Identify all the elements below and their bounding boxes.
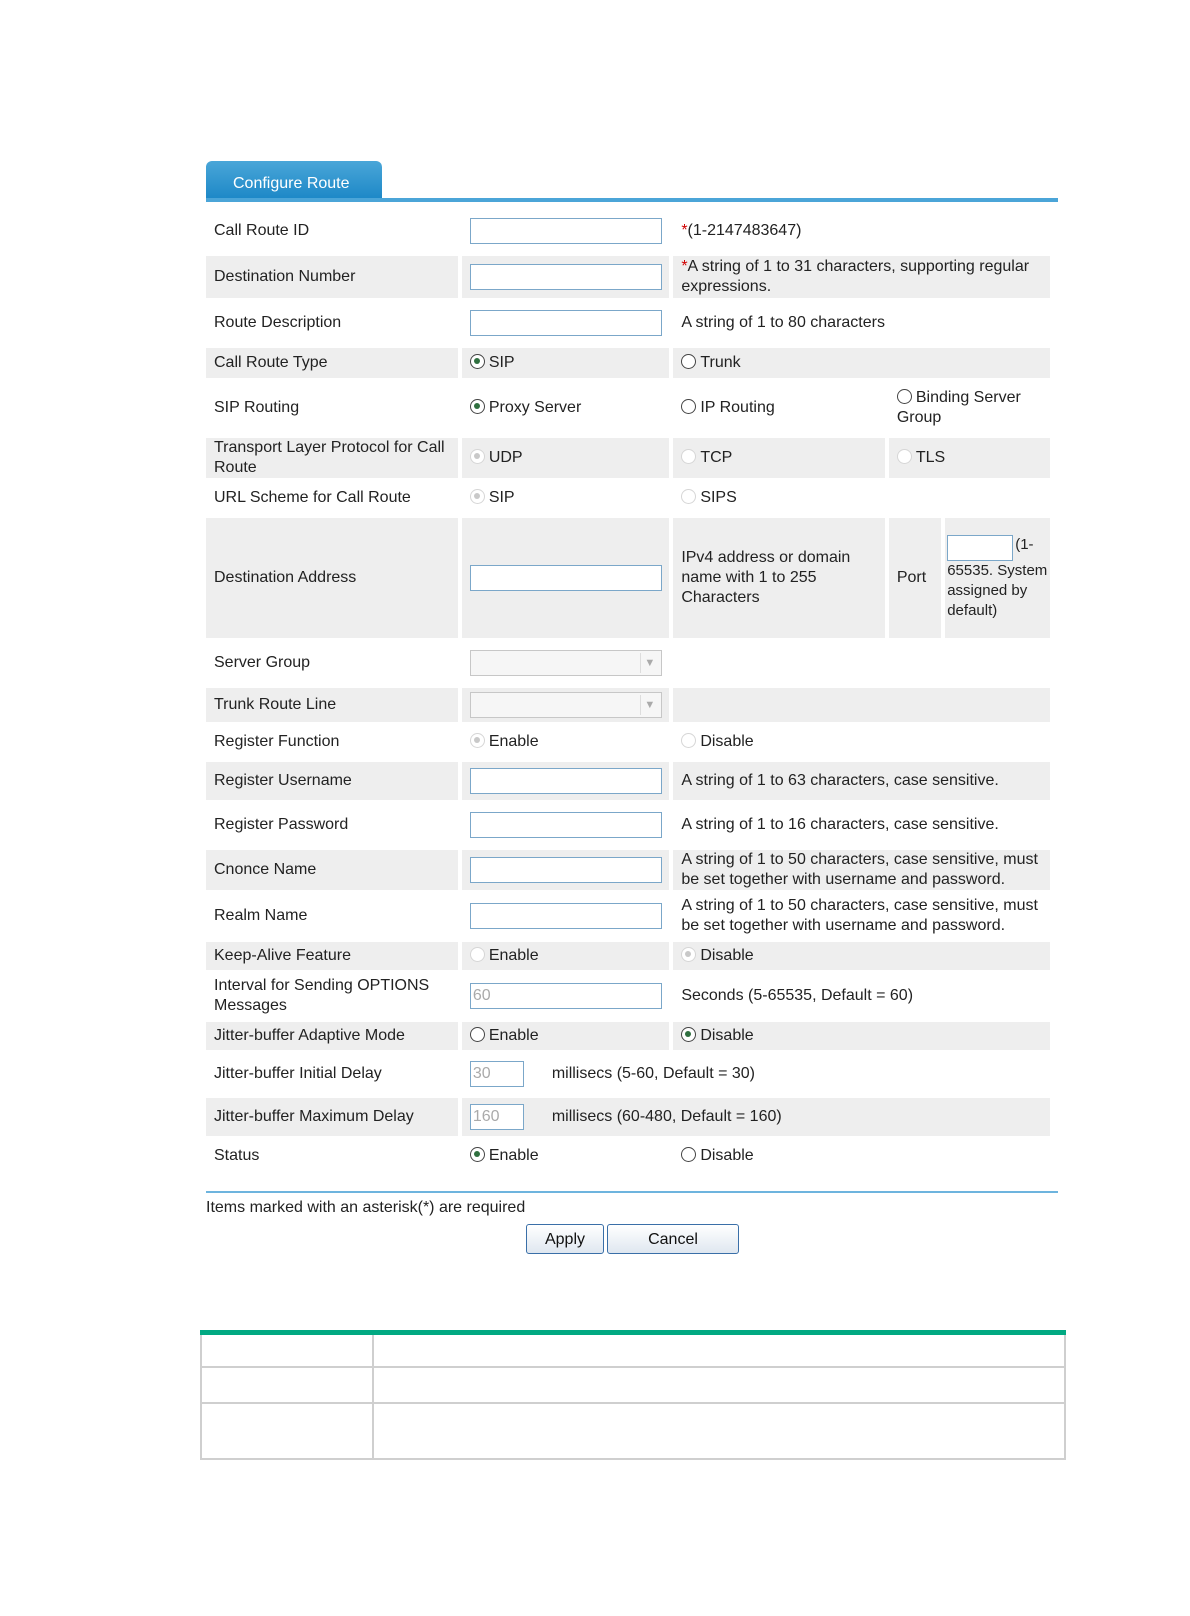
chevron-down-icon: ▼ xyxy=(640,653,659,673)
destination-address-hint: IPv4 address or domain name with 1 to 255 Characters xyxy=(673,518,885,638)
table-row xyxy=(201,1403,1065,1459)
keep-alive-enable-option[interactable]: Enable xyxy=(462,942,670,970)
jitter-adaptive-label: Jitter-buffer Adaptive Mode xyxy=(206,1022,458,1050)
sip-routing-label: SIP Routing xyxy=(206,382,458,434)
destination-address-label: Destination Address xyxy=(206,518,458,638)
row-register-password xyxy=(206,804,1050,846)
register-function-label: Register Function xyxy=(206,726,458,758)
sip-routing-proxy-option[interactable]: Proxy Server xyxy=(462,382,670,434)
row-url-scheme xyxy=(206,482,1050,514)
register-password-hint: A string of 1 to 16 characters, case sensitive. xyxy=(673,804,1050,846)
realm-name-input[interactable] xyxy=(470,903,662,929)
destination-address-input[interactable] xyxy=(470,565,662,591)
status-enable-option[interactable]: Enable xyxy=(462,1140,670,1172)
server-group-select[interactable] xyxy=(470,650,662,676)
cnonce-name-label: Cnonce Name xyxy=(206,850,458,890)
call-route-type-label: Call Route Type xyxy=(206,348,458,378)
table-row xyxy=(201,1333,1065,1367)
row-call-route-id xyxy=(206,210,1050,252)
options-interval-input[interactable]: 60 xyxy=(470,983,662,1009)
call-route-type-sip-option[interactable]: SIP xyxy=(462,348,670,378)
radio-icon[interactable] xyxy=(470,1027,485,1042)
radio-disabled-icon[interactable] xyxy=(681,449,696,464)
radio-disabled-selected-icon[interactable] xyxy=(470,733,485,748)
transport-tls-option[interactable]: TLS xyxy=(889,438,1050,478)
realm-name-label: Realm Name xyxy=(206,894,458,938)
radio-selected-icon[interactable] xyxy=(470,1147,485,1162)
tab-configure-route[interactable]: Configure Route xyxy=(206,161,382,201)
chevron-down-icon: ▼ xyxy=(640,695,659,715)
register-username-hint: A string of 1 to 63 characters, case sensitive. xyxy=(673,762,1050,800)
required-asterisk: * xyxy=(681,258,688,275)
jitter-max-hint: millisecs (60-480, Default = 160) xyxy=(551,1108,782,1126)
register-password-label: Register Password xyxy=(206,804,458,846)
destination-number-label: Destination Number xyxy=(206,256,458,298)
jitter-adaptive-enable-option[interactable]: Enable xyxy=(462,1022,670,1050)
radio-selected-icon[interactable] xyxy=(470,354,485,369)
radio-icon[interactable] xyxy=(681,1147,696,1162)
transport-udp-option[interactable]: UDP xyxy=(462,438,670,478)
cancel-button[interactable]: Cancel xyxy=(607,1224,739,1254)
tab-underline xyxy=(206,198,1058,202)
row-jitter-max xyxy=(206,1098,1050,1136)
register-enable-option[interactable]: Enable xyxy=(462,726,670,758)
status-label: Status xyxy=(206,1140,458,1172)
port-input[interactable] xyxy=(947,535,1013,561)
realm-name-hint: A string of 1 to 50 characters, case sensitive, must be set together with username and password. xyxy=(673,894,1050,938)
radio-disabled-icon[interactable] xyxy=(897,449,912,464)
row-call-route-type xyxy=(206,348,1050,378)
sip-routing-binding-option[interactable]: Binding Server Group xyxy=(889,382,1050,434)
call-route-type-trunk-option[interactable]: Trunk xyxy=(673,348,1050,378)
jitter-adaptive-disable-option[interactable]: Disable xyxy=(673,1022,1050,1050)
table-row xyxy=(201,1367,1065,1403)
url-scheme-sips-option[interactable]: SIPS xyxy=(673,482,1050,514)
route-description-label: Route Description xyxy=(206,302,458,344)
jitter-initial-hint: millisecs (5-60, Default = 30) xyxy=(551,1065,755,1083)
radio-disabled-selected-icon[interactable] xyxy=(470,489,485,504)
row-sip-routing xyxy=(206,382,1050,434)
row-destination-address xyxy=(206,518,1050,638)
jitter-initial-input[interactable]: 30 xyxy=(470,1061,524,1087)
call-route-id-hint: (1-2147483647) xyxy=(687,222,802,239)
radio-icon[interactable] xyxy=(681,399,696,414)
row-destination-number xyxy=(206,256,1050,298)
trunk-route-line-select[interactable] xyxy=(470,692,662,718)
radio-disabled-icon[interactable] xyxy=(681,733,696,748)
row-jitter-initial xyxy=(206,1054,1050,1094)
configure-route-form xyxy=(202,206,1054,1176)
row-status xyxy=(206,1140,1050,1172)
register-password-input[interactable] xyxy=(470,812,662,838)
call-route-id-label: Call Route ID xyxy=(206,210,458,252)
options-interval-label: Interval for Sending OPTIONS Messages xyxy=(206,974,458,1018)
cnonce-name-input[interactable] xyxy=(470,857,662,883)
required-asterisk: * xyxy=(681,222,688,239)
url-scheme-label: URL Scheme for Call Route xyxy=(206,482,458,514)
radio-selected-icon[interactable] xyxy=(681,1027,696,1042)
row-trunk-route-line xyxy=(206,688,1050,722)
row-jitter-adaptive xyxy=(206,1022,1050,1050)
route-description-input[interactable] xyxy=(470,310,662,336)
empty-parameter-table xyxy=(200,1330,1066,1460)
radio-disabled-selected-icon[interactable] xyxy=(470,449,485,464)
transport-protocol-label: Transport Layer Protocol for Call Route xyxy=(206,438,458,478)
register-username-label: Register Username xyxy=(206,762,458,800)
trunk-route-line-label: Trunk Route Line xyxy=(206,688,458,722)
row-options-interval xyxy=(206,974,1050,1018)
sip-routing-ip-option[interactable]: IP Routing xyxy=(673,382,885,434)
row-transport-protocol xyxy=(206,438,1050,478)
jitter-max-label: Jitter-buffer Maximum Delay xyxy=(206,1098,458,1136)
row-register-username xyxy=(206,762,1050,800)
radio-disabled-selected-icon[interactable] xyxy=(681,947,696,962)
row-cnonce-name xyxy=(206,850,1050,890)
status-disable-option[interactable]: Disable xyxy=(673,1140,1050,1172)
row-server-group xyxy=(206,642,1050,684)
row-keep-alive xyxy=(206,942,1050,970)
register-username-input[interactable] xyxy=(470,768,662,794)
options-interval-hint: Seconds (5-65535, Default = 60) xyxy=(673,974,1050,1018)
server-group-label: Server Group xyxy=(206,642,458,684)
transport-tcp-option[interactable]: TCP xyxy=(673,438,885,478)
apply-button[interactable]: Apply xyxy=(526,1224,604,1254)
row-register-function xyxy=(206,726,1050,758)
required-note: Items marked with an asterisk(*) are required xyxy=(206,1199,526,1216)
port-hint: (1-65535. System assigned by default) xyxy=(947,536,1048,619)
register-disable-option[interactable]: Disable xyxy=(673,726,1050,758)
jitter-initial-label: Jitter-buffer Initial Delay xyxy=(206,1054,458,1094)
radio-icon[interactable] xyxy=(681,354,696,369)
call-route-id-input[interactable] xyxy=(470,218,662,244)
row-route-description xyxy=(206,302,1050,344)
keep-alive-disable-option[interactable]: Disable xyxy=(673,942,1050,970)
radio-icon[interactable] xyxy=(897,389,912,404)
url-scheme-sip-option[interactable]: SIP xyxy=(462,482,670,514)
form-bottom-divider xyxy=(206,1191,1058,1193)
radio-disabled-icon[interactable] xyxy=(681,489,696,504)
cnonce-name-hint: A string of 1 to 50 characters, case sensitive, must be set together with username and password. xyxy=(673,850,1050,890)
radio-disabled-icon[interactable] xyxy=(470,947,485,962)
port-label: Port xyxy=(889,518,941,638)
route-description-hint: A string of 1 to 80 characters xyxy=(673,302,1050,344)
jitter-max-input[interactable]: 160 xyxy=(470,1104,524,1130)
destination-number-input[interactable] xyxy=(470,264,662,290)
radio-selected-icon[interactable] xyxy=(470,399,485,414)
destination-number-hint: A string of 1 to 31 characters, supporting regular expressions. xyxy=(681,258,1030,295)
keep-alive-label: Keep-Alive Feature xyxy=(206,942,458,970)
row-realm-name xyxy=(206,894,1050,938)
